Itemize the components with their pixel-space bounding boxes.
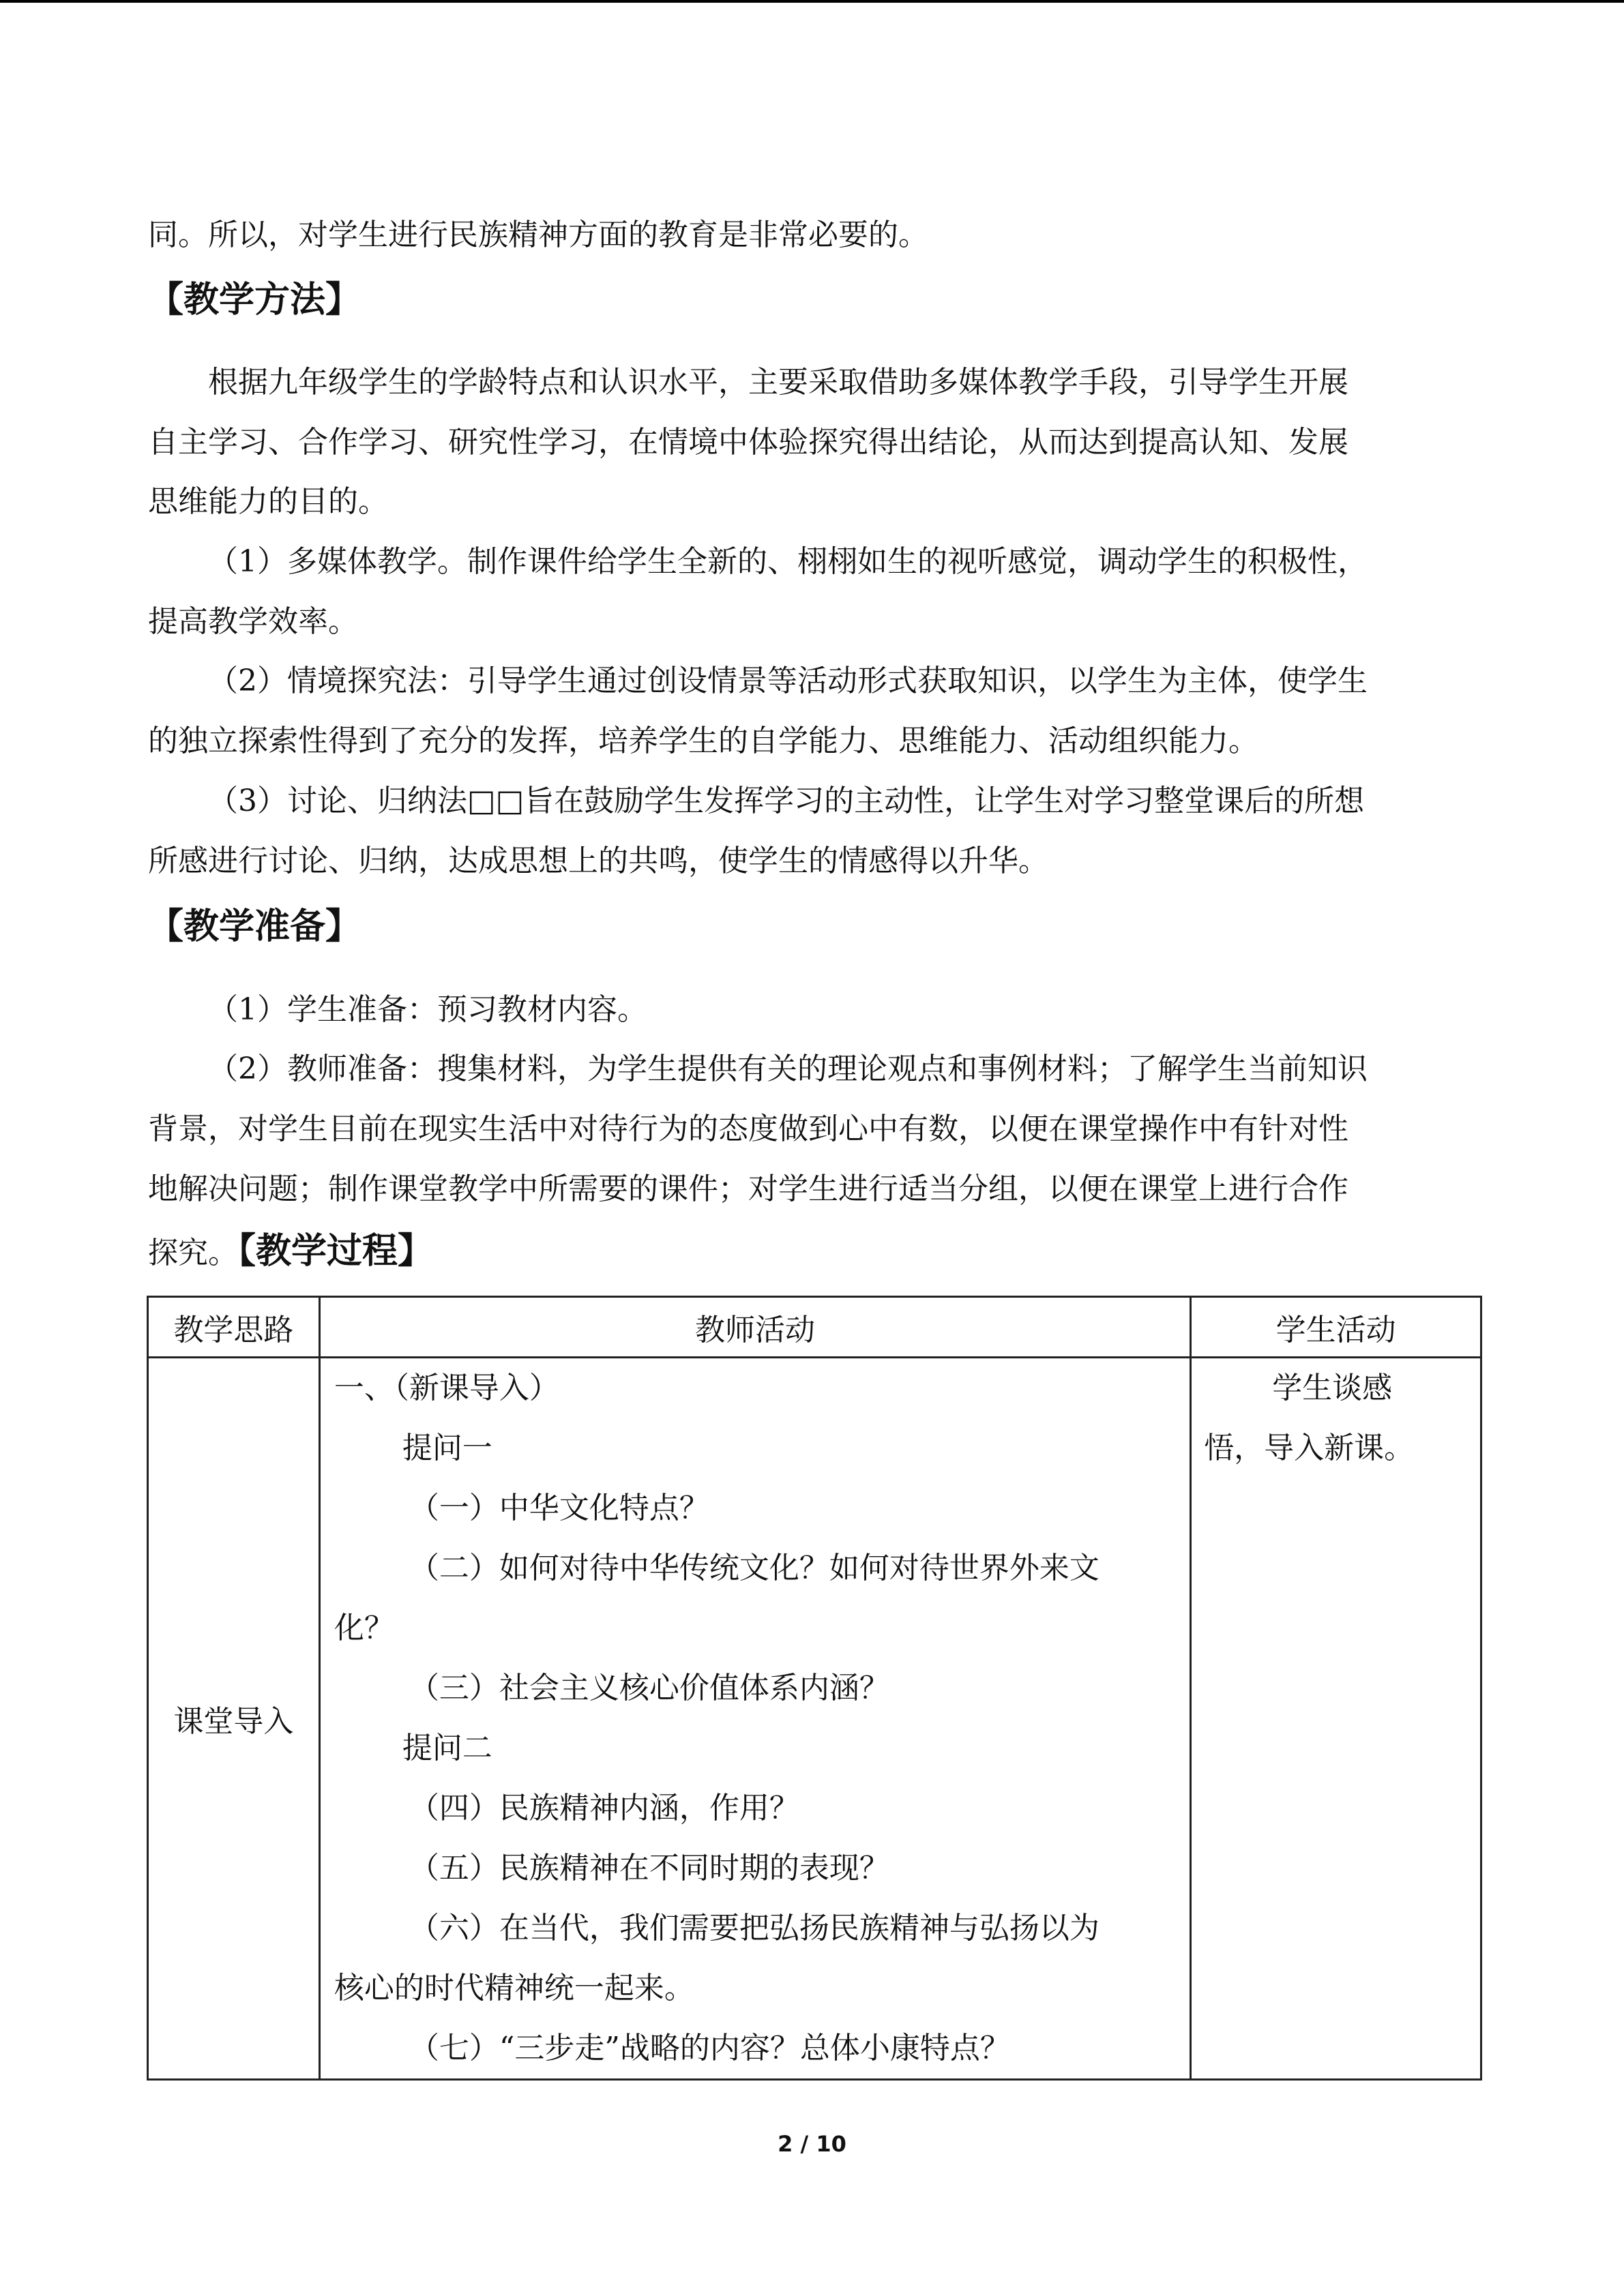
prep-item-2-line-2: 背景，对学生目前在现实生活中对待行为的态度做到心中有数，以便在课堂操作中有针对性 — [148, 1112, 1348, 1146]
teacher-line: （六）在当代，我们需要把弘扬民族精神与弘扬以为 — [409, 1911, 1099, 1945]
table-header-row — [148, 1297, 1481, 1358]
teacher-line: （一）中华文化特点？ — [409, 1491, 709, 1525]
teacher-line: 提问一 — [402, 1431, 492, 1465]
prep-item-2-line-3: 地解决问题；制作课堂教学中所需要的课件；对学生进行适当分组，以便在课堂上进行合作 — [148, 1172, 1348, 1206]
method-item-2-line-1: （2）情境探究法：引导学生通过创设情景等活动形式获取知识，以学生为主体，使学生 — [208, 664, 1368, 698]
methods-para-line-2: 自主学习、合作学习、研究性学习，在情境中体验探究得出结论，从而达到提高认知、发展 — [148, 425, 1348, 460]
methods-para-line-1: 根据九年级学生的学龄特点和认识水平，主要采取借助多媒体教学手段，引导学生开展 — [208, 365, 1348, 400]
prep-item-2-last-text: 探究。 — [148, 1236, 238, 1270]
teacher-line: 化？ — [334, 1611, 394, 1645]
method-item-1-line-2: 提高教学效率。 — [148, 604, 358, 639]
method-item-1-line-1: （1）多媒体教学。制作课件给学生全新的、栩栩如生的视听感觉，调动学生的积极性， — [208, 544, 1368, 579]
phase-cell: 课堂导入 — [148, 1358, 320, 2080]
page-number: 2 / 10 — [778, 2131, 846, 2157]
intro-tail-paragraph: 同。所以，对学生进行民族精神方面的教育是非常必要的。 — [148, 218, 928, 252]
teacher-line: （五）民族精神在不同时期的表现？ — [409, 1851, 889, 1885]
table-row — [148, 1358, 1481, 2080]
header-student-activity: 学生活动 — [1191, 1297, 1481, 1358]
student-line: 学生谈感 — [1272, 1371, 1393, 1405]
teaching-process-table — [147, 1296, 1482, 2081]
prep-item-1: （1）学生准备：预习教材内容。 — [208, 992, 647, 1027]
method-item-3-line-1: （3）讨论、归纳法□□旨在鼓励学生发挥学习的主动性，让学生对学习整堂课后的所想 — [208, 784, 1365, 818]
method-item-3-line-2: 所感进行讨论、归纳，达成思想上的共鸣，使学生的情感得以升华。 — [148, 844, 1048, 878]
header-teaching-idea: 教学思路 — [148, 1297, 320, 1358]
teacher-line: （三）社会主义核心价值体系内涵？ — [409, 1671, 889, 1705]
methods-para-line-3: 思维能力的目的。 — [148, 484, 388, 519]
methods-heading: 【教学方法】 — [148, 280, 361, 320]
method-item-2-line-2: 的独立探索性得到了充分的发挥，培养学生的自学能力、思维能力、活动组织能力。 — [148, 724, 1258, 758]
teacher-line: （七）“三步走”战略的内容？总体小康特点？ — [409, 2031, 1010, 2066]
teacher-line: 一、（新课导入） — [334, 1371, 559, 1405]
teacher-line: 提问二 — [402, 1731, 492, 1765]
teacher-line: 核心的时代精神统一起来。 — [334, 1971, 694, 2006]
prep-item-2-line-1: （2）教师准备：搜集材料，为学生提供有关的理论观点和事例材料；了解学生当前知识 — [208, 1052, 1368, 1086]
student-line: 悟，导入新课。 — [1204, 1431, 1415, 1465]
teacher-activity-cell — [319, 1358, 1190, 2080]
header-teacher-activity: 教师活动 — [319, 1297, 1190, 1358]
teacher-line: （二）如何对待中华传统文化？如何对待世界外来文 — [409, 1551, 1099, 1585]
prep-item-2-line-4 — [148, 1221, 1478, 1283]
student-activity-cell — [1191, 1358, 1481, 2080]
process-heading: 【教学过程】 — [238, 1231, 434, 1272]
teacher-line: （四）民族精神内涵，作用？ — [409, 1791, 799, 1825]
preparation-heading: 【教学准备】 — [148, 906, 361, 947]
top-border-rule — [0, 0, 1624, 3]
